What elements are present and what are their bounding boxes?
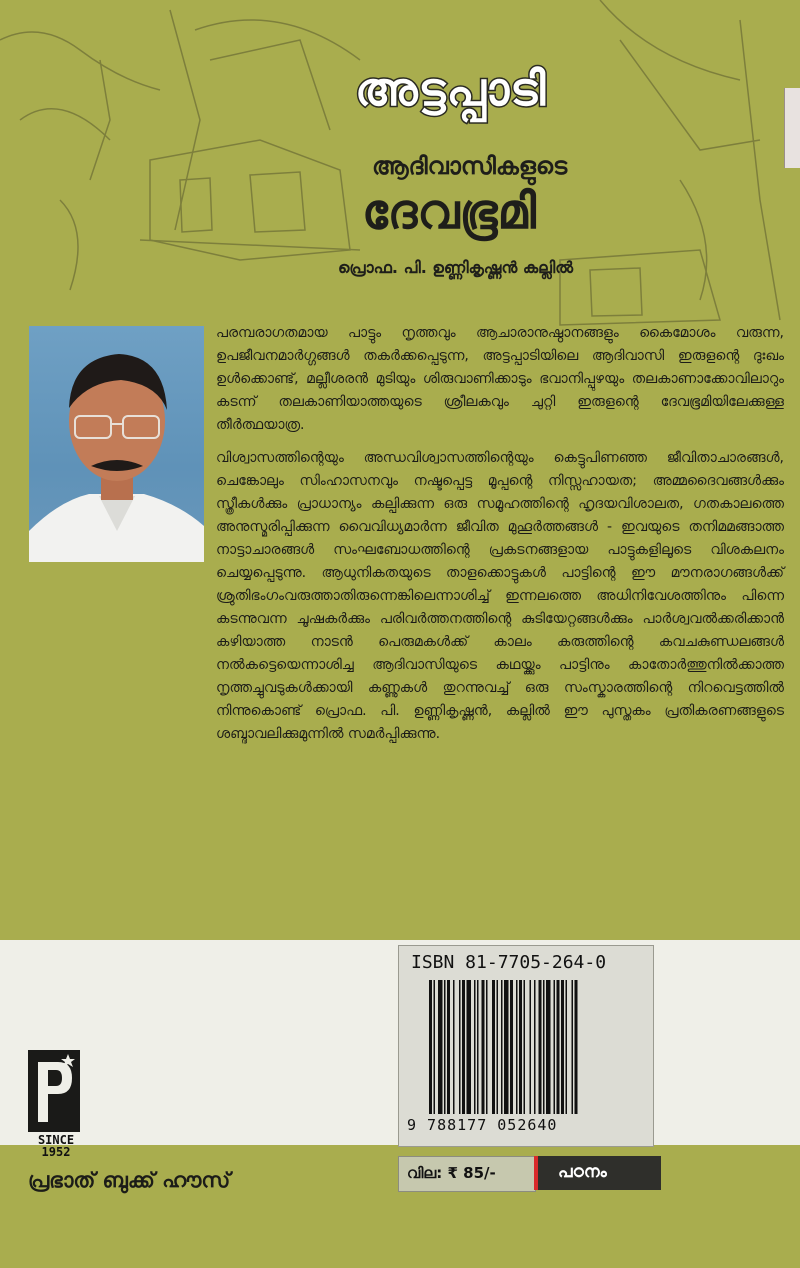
barcode-bar: [444, 980, 446, 1114]
barcode-bar: [504, 980, 509, 1114]
barcode-bar: [530, 980, 532, 1114]
barcode-bar: [566, 980, 568, 1114]
since-year: 1952: [41, 1145, 71, 1159]
barcode-bar: [429, 980, 432, 1114]
blurb-text: [216, 322, 784, 756]
barcode-bar: [497, 980, 499, 1114]
category-box: [534, 1156, 661, 1190]
isbn-number: ISBN 81-7705-264-0: [411, 952, 607, 973]
author-portrait-drawing: [29, 326, 204, 562]
barcode-bar: [467, 980, 472, 1114]
price-sticker-edge: [784, 88, 800, 168]
barcode-bar: [459, 980, 461, 1114]
barcode-bar: [474, 980, 476, 1114]
blurb-paragraph-1: പരമ്പരാഗതമായ പാട്ടും നൃത്തവും ആചാരാനുഷ്ഠാനങ്ങളും കൈമോശം വരുന്ന, ഉപജീവനമാർഗ്ഗങ്ങൾ തകർക്കപ്പെടുന്ന, അട്ടപ്പാടിയിലെ ആദിവാസി ഇരുളന്റെ ദുഃഖം ഉൾക്കൊണ്ട്, മല്ലീശരൻ മുടിയും ശിരുവാണിക്കാടും ഭവാനിപ്പുഴയും തലകാണാക്കോവിലാറും കടന്ന് തലകാണിയാത്തയുടെ ശ്രീലകവും ചുറ്റി ഇരുളന്റെ ദേവഭൂമിയിലേക്കുള്ള തീർത്ഥയാത്ര.: [216, 325, 784, 433]
barcode-bar: [546, 980, 551, 1114]
barcode-bar: [554, 980, 556, 1114]
barcode-bar: [557, 980, 560, 1114]
isbn-barcode: [398, 945, 654, 1147]
barcode-bar: [543, 980, 545, 1114]
price-box: [398, 1156, 536, 1192]
barcode-bar: [477, 980, 479, 1114]
publisher-name: പ്രഭാത് ബുക്ക് ഹൗസ്: [28, 1168, 231, 1192]
barcode-bar: [482, 980, 485, 1114]
barcode-bar: [438, 980, 443, 1114]
barcode-bar: [516, 980, 518, 1114]
blurb-paragraph-2: വിശ്വാസത്തിന്റെയും അന്ധവിശ്വാസത്തിന്റെയും കെട്ടുപിണഞ്ഞ ജീവിതാചാരങ്ങൾ, ചെങ്കോലും സിംഹാസനവും നഷ്ടപ്പെട്ട മൂപ്പന്റെ നിസ്സഹായത; അമ്മദൈവങ്ങൾക്കും സ്ത്രീകൾക്കും പ്രാധാന്യം കല്പിക്കുന്ന ഒരു സമൂഹത്തിന്റെ ഹൃദയവിശാലത, ഗതകാലത്തെ അനുസ്മരിപ്പിക്കുന്ന വൈവിധ്യമാർന്ന ജീവിത മുഹൂർത്തങ്ങൾ - ഇവയുടെ തനിമമങ്ങാത്ത നാട്ടാചാരങ്ങൾ സംഘബോധത്തിന്റെ പ്രകടനങ്ങളായ പാട്ടുകളിലൂടെ വിശകലനം ചെയ്യപ്പെടുന്നു. ആധുനികതയുടെ താളക്കൊട്ടുകൾ പാട്ടിന്റെ ഈ മൗനരാഗങ്ങൾക്ക് ശ്രുതിഭംഗംവരുത്താതിരുന്നെങ്കിലെന്നാശിച്ച് ഇന്നലത്തെ അധിനിവേശത്തിനും പിന്നെ കടന്നുവന്ന ചൂഷകർക്കും പരിവർത്തനത്തിന്റെ കുടിയേറ്റങ്ങൾക്കും പാർശ്വവൽക്കരിക്കാൻ കഴിയാത്ത നാടൻ പെരുമകൾക്ക് കാലം കരുത്തിന്റെ കവചകുണ്ഡലങ്ങൾ നൽകട്ടെയെന്നാശിച്ച ആദിവാസിയുടെ കഥയ്ക്കും പാട്ടിനും കാതോർത്തുനിൽക്കാത്ത നൃത്തച്ചുവടുകൾക്കായി കണ്ണുകൾ തുറന്നുവച്ച് ഒരു സംസ്കാരത്തിന്റെ നിറവെട്ടത്തിൽ നിന്നുകൊണ്ട് പ്രൊഫ. പി. ഉണ്ണികൃഷ്ണൻ, കല്ലിൽ ഈ പുസ്തകം പ്രതികരണങ്ങളുടെ ശബ്ദാവലിക്കുമുന്നിൽ സമർപ്പിക്കുന്നു.: [216, 450, 784, 742]
publisher-logo: [28, 1050, 80, 1132]
category-label: പഠനം: [558, 1162, 607, 1182]
price-label: വില: ₹ 85/-: [407, 1164, 496, 1182]
barcode-bar: [492, 980, 495, 1114]
publisher-since: [26, 1134, 86, 1158]
book-subtitle-line2: ദേവഭൂമി: [362, 184, 537, 240]
since-label: SINCE: [37, 1133, 75, 1147]
barcode-bar: [447, 980, 450, 1114]
barcode-bars: [427, 980, 627, 1114]
barcode-bar: [572, 980, 574, 1114]
author-photo: [29, 326, 204, 562]
barcode-bar: [575, 980, 578, 1114]
barcode-bar: [534, 980, 536, 1114]
barcode-bar: [453, 980, 455, 1114]
barcode-bar: [539, 980, 542, 1114]
barcode-digits: 9 788177 052640: [407, 1116, 558, 1134]
barcode-bar: [561, 980, 564, 1114]
barcode-bar: [519, 980, 522, 1114]
barcode-bar: [486, 980, 488, 1114]
book-title: അട്ടപ്പാടി: [355, 62, 547, 116]
barcode-bar: [501, 980, 503, 1114]
barcode-bar: [462, 980, 465, 1114]
book-subtitle-line1: ആദിവാസികളുടെ: [372, 152, 568, 180]
barcode-bar: [524, 980, 526, 1114]
barcode-bar: [434, 980, 436, 1114]
author-name: പ്രൊഫ. പി. ഉണ്ണികൃഷ്ണൻ കല്ലിൽ: [338, 258, 574, 277]
barcode-bar: [510, 980, 513, 1114]
